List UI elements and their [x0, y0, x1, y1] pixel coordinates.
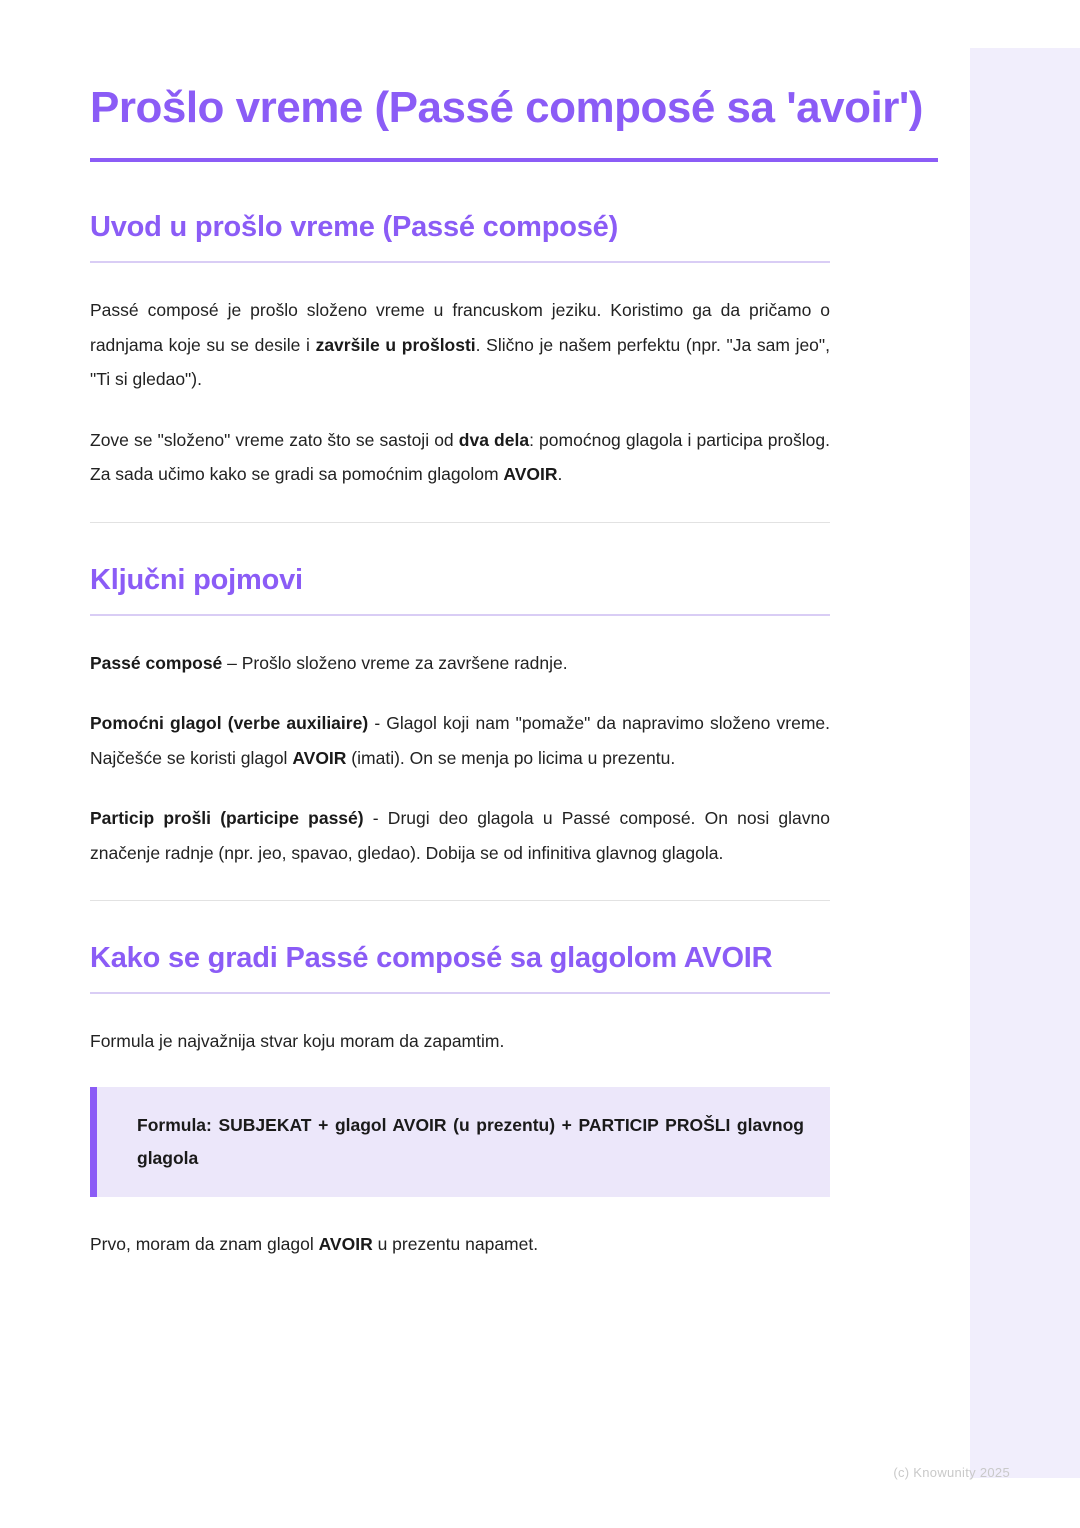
section-uvod [90, 208, 938, 491]
paragraph: Formula je najvažnija stvar koju moram da zapamtim. [90, 1031, 505, 1052]
section-divider [90, 614, 830, 616]
formula-callout [90, 1087, 830, 1198]
paragraph: Prvo, moram da znam glagol AVOIR u prezentu napamet. [90, 1234, 539, 1255]
watermark: (c) Knowunity 2025 [893, 1465, 1010, 1480]
paragraph: Zove se "složeno" vreme zato što se sastoji od dva dela: pomoćnog glagola i participa prošlog. Za sada učimo kako se gradi sa pomoćnim glagolom AVOIR. [90, 429, 830, 485]
section-heading: Kako se gradi Passé composé sa glagolom AVOIR [90, 942, 773, 975]
content-divider [90, 522, 830, 523]
section-kljucni-pojmovi [90, 561, 938, 870]
section-heading: Uvod u prošlo vreme (Passé composé) [90, 211, 619, 244]
formula-text: Formula: SUBJEKAT + glagol AVOIR (u prezentu) + PARTICIP PROŠLI glavnog glagola [137, 1114, 804, 1169]
section-divider [90, 992, 830, 994]
content-divider [90, 900, 830, 901]
paragraph: Pomoćni glagol (verbe auxiliaire) - Glagol koji nam "pomaže" da napravimo složeno vreme. Najčešće se koristi glagol AVOIR (imati). On se menja po licima u prezentu. [90, 713, 830, 768]
page-side-strip [970, 48, 1080, 1478]
paragraph: Particip prošli (participe passé) - Drugi deo glagola u Passé composé. On nosi glavno značenje radnje (npr. jeo, spavao, gledao). Dobija se od infinitiva glavnog glagola. [90, 808, 830, 863]
paragraph: Passé composé – Prošlo složeno vreme za završene radnje. [90, 652, 568, 673]
section-heading: Ključni pojmovi [90, 563, 303, 596]
page-title: Prošlo vreme (Passé composé sa 'avoir') [90, 83, 923, 132]
section-divider [90, 261, 830, 263]
title-divider [90, 158, 938, 162]
document-content [90, 80, 938, 1262]
paragraph: Passé composé je prošlo složeno vreme u francuskom jeziku. Koristimo ga da pričamo o radnjama koje su se desile i završile u prošlosti. Slično je našem perfektu (npr. "Ja sam jeo", "Ti si gledao"). [90, 300, 830, 390]
section-kako-se-gradi [90, 939, 938, 1262]
